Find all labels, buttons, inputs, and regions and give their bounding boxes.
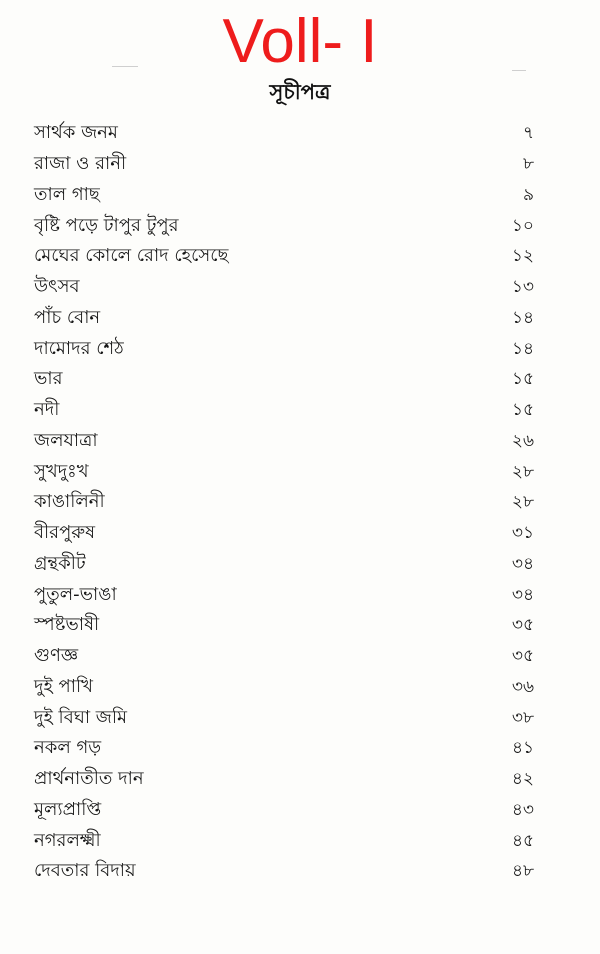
toc-row xyxy=(34,764,534,795)
toc-entry-title: জলযাত্রা xyxy=(34,429,98,451)
toc-row xyxy=(34,333,534,364)
paper-smudge xyxy=(112,66,138,67)
toc-entry-title: মেঘের কোলে রোদ হেসেছে xyxy=(34,245,229,267)
toc-entry-title: সুখদুঃখ xyxy=(34,460,89,482)
toc-entry-page-number: ৩৫ xyxy=(511,646,534,667)
toc-entry-page-number: ২৮ xyxy=(511,492,534,513)
toc-entry-title: কাঙালিনী xyxy=(34,491,105,513)
toc-row xyxy=(34,610,534,641)
toc-entry-page-number: ১৫ xyxy=(511,369,534,390)
toc-entry-title: ভার xyxy=(34,368,63,390)
toc-row xyxy=(34,149,534,180)
toc-entry-page-number: ৪৮ xyxy=(511,861,534,882)
toc-entry-title: নকল গড় xyxy=(34,737,102,759)
paper-smudge xyxy=(512,70,526,71)
toc-entry-page-number: ১৪ xyxy=(511,338,534,359)
toc-row xyxy=(34,180,534,211)
toc-row xyxy=(34,702,534,733)
toc-row xyxy=(34,487,534,518)
toc-row xyxy=(34,118,534,149)
toc-entry-title: গুণজ্ঞ xyxy=(34,645,79,667)
toc-entry-page-number: ৪২ xyxy=(511,769,534,790)
toc-entry-page-number: ১৩ xyxy=(511,277,534,298)
toc-entry-title: দুই পাখি xyxy=(34,675,93,697)
toc-row xyxy=(34,241,534,272)
toc-entry-title: গ্রন্থকীট xyxy=(34,552,86,574)
toc-row xyxy=(34,733,534,764)
toc-entry-title: দুই বিঘা জমি xyxy=(34,706,128,728)
toc-row xyxy=(34,549,534,580)
toc-entry-page-number: ৮ xyxy=(522,154,534,175)
toc-row xyxy=(34,518,534,549)
toc-entry-title: বৃষ্টি পড়ে টাপুর টুপুর xyxy=(34,214,179,236)
toc-entry-title: প্রার্থনাতীত দান xyxy=(34,768,144,790)
toc-entry-page-number: ৩৪ xyxy=(511,584,534,605)
toc-entry-page-number: ৩৪ xyxy=(511,553,534,574)
toc-entry-page-number: ২৮ xyxy=(511,461,534,482)
toc-entry-title: নদী xyxy=(34,399,60,421)
volume-title: Voll- I xyxy=(222,7,378,76)
toc-row xyxy=(34,672,534,703)
toc-row xyxy=(34,210,534,241)
toc-row xyxy=(34,395,534,426)
toc-row xyxy=(34,856,534,887)
toc-entry-title: মূল্যপ্রাপ্তি xyxy=(34,798,102,820)
toc-entry-page-number: ১২ xyxy=(511,246,534,267)
toc-row xyxy=(34,825,534,856)
toc-entry-page-number: ১০ xyxy=(511,215,534,236)
toc-row xyxy=(34,426,534,457)
toc-entry-title: তাল গাছ xyxy=(34,183,100,205)
toc-row xyxy=(34,364,534,395)
toc-entry-page-number: ৩১ xyxy=(511,523,534,544)
page-heading: সূচীপত্র xyxy=(269,80,331,104)
toc-row xyxy=(34,579,534,610)
toc-row xyxy=(34,456,534,487)
toc-row xyxy=(34,272,534,303)
toc-entry-title: পাঁচ বোন xyxy=(34,306,101,328)
toc-entry-title: দেবতার বিদায় xyxy=(34,860,136,882)
toc-entry-page-number: ৪৩ xyxy=(511,799,534,820)
toc-row xyxy=(34,303,534,334)
toc-entry-title: রাজা ও রানী xyxy=(34,153,127,175)
toc-entry-title: সার্থক জনম xyxy=(34,122,118,144)
table-of-contents xyxy=(34,118,534,887)
toc-entry-page-number: ৩৬ xyxy=(511,676,534,697)
toc-entry-page-number: ১৫ xyxy=(511,400,534,421)
toc-entry-page-number: ৪১ xyxy=(511,738,534,759)
toc-row xyxy=(34,795,534,826)
toc-entry-title: স্পষ্টভাষী xyxy=(34,614,100,636)
toc-entry-page-number: ৭ xyxy=(522,123,534,144)
toc-entry-title: নগরলক্ষ্মী xyxy=(34,829,101,851)
toc-entry-title: দামোদর শেঠ xyxy=(34,337,124,359)
toc-entry-page-number: ১৪ xyxy=(511,307,534,328)
toc-entry-page-number: ৯ xyxy=(522,184,534,205)
toc-entry-page-number: ৩৫ xyxy=(511,615,534,636)
toc-entry-title: বীরপুরুষ xyxy=(34,522,96,544)
toc-entry-title: পুতুল-ভাঙা xyxy=(34,583,117,605)
toc-entry-page-number: ৪৫ xyxy=(511,830,534,851)
toc-entry-page-number: ৩৮ xyxy=(511,707,534,728)
toc-entry-title: উৎসব xyxy=(34,276,80,298)
toc-entry-page-number: ২৬ xyxy=(511,430,534,451)
toc-row xyxy=(34,641,534,672)
